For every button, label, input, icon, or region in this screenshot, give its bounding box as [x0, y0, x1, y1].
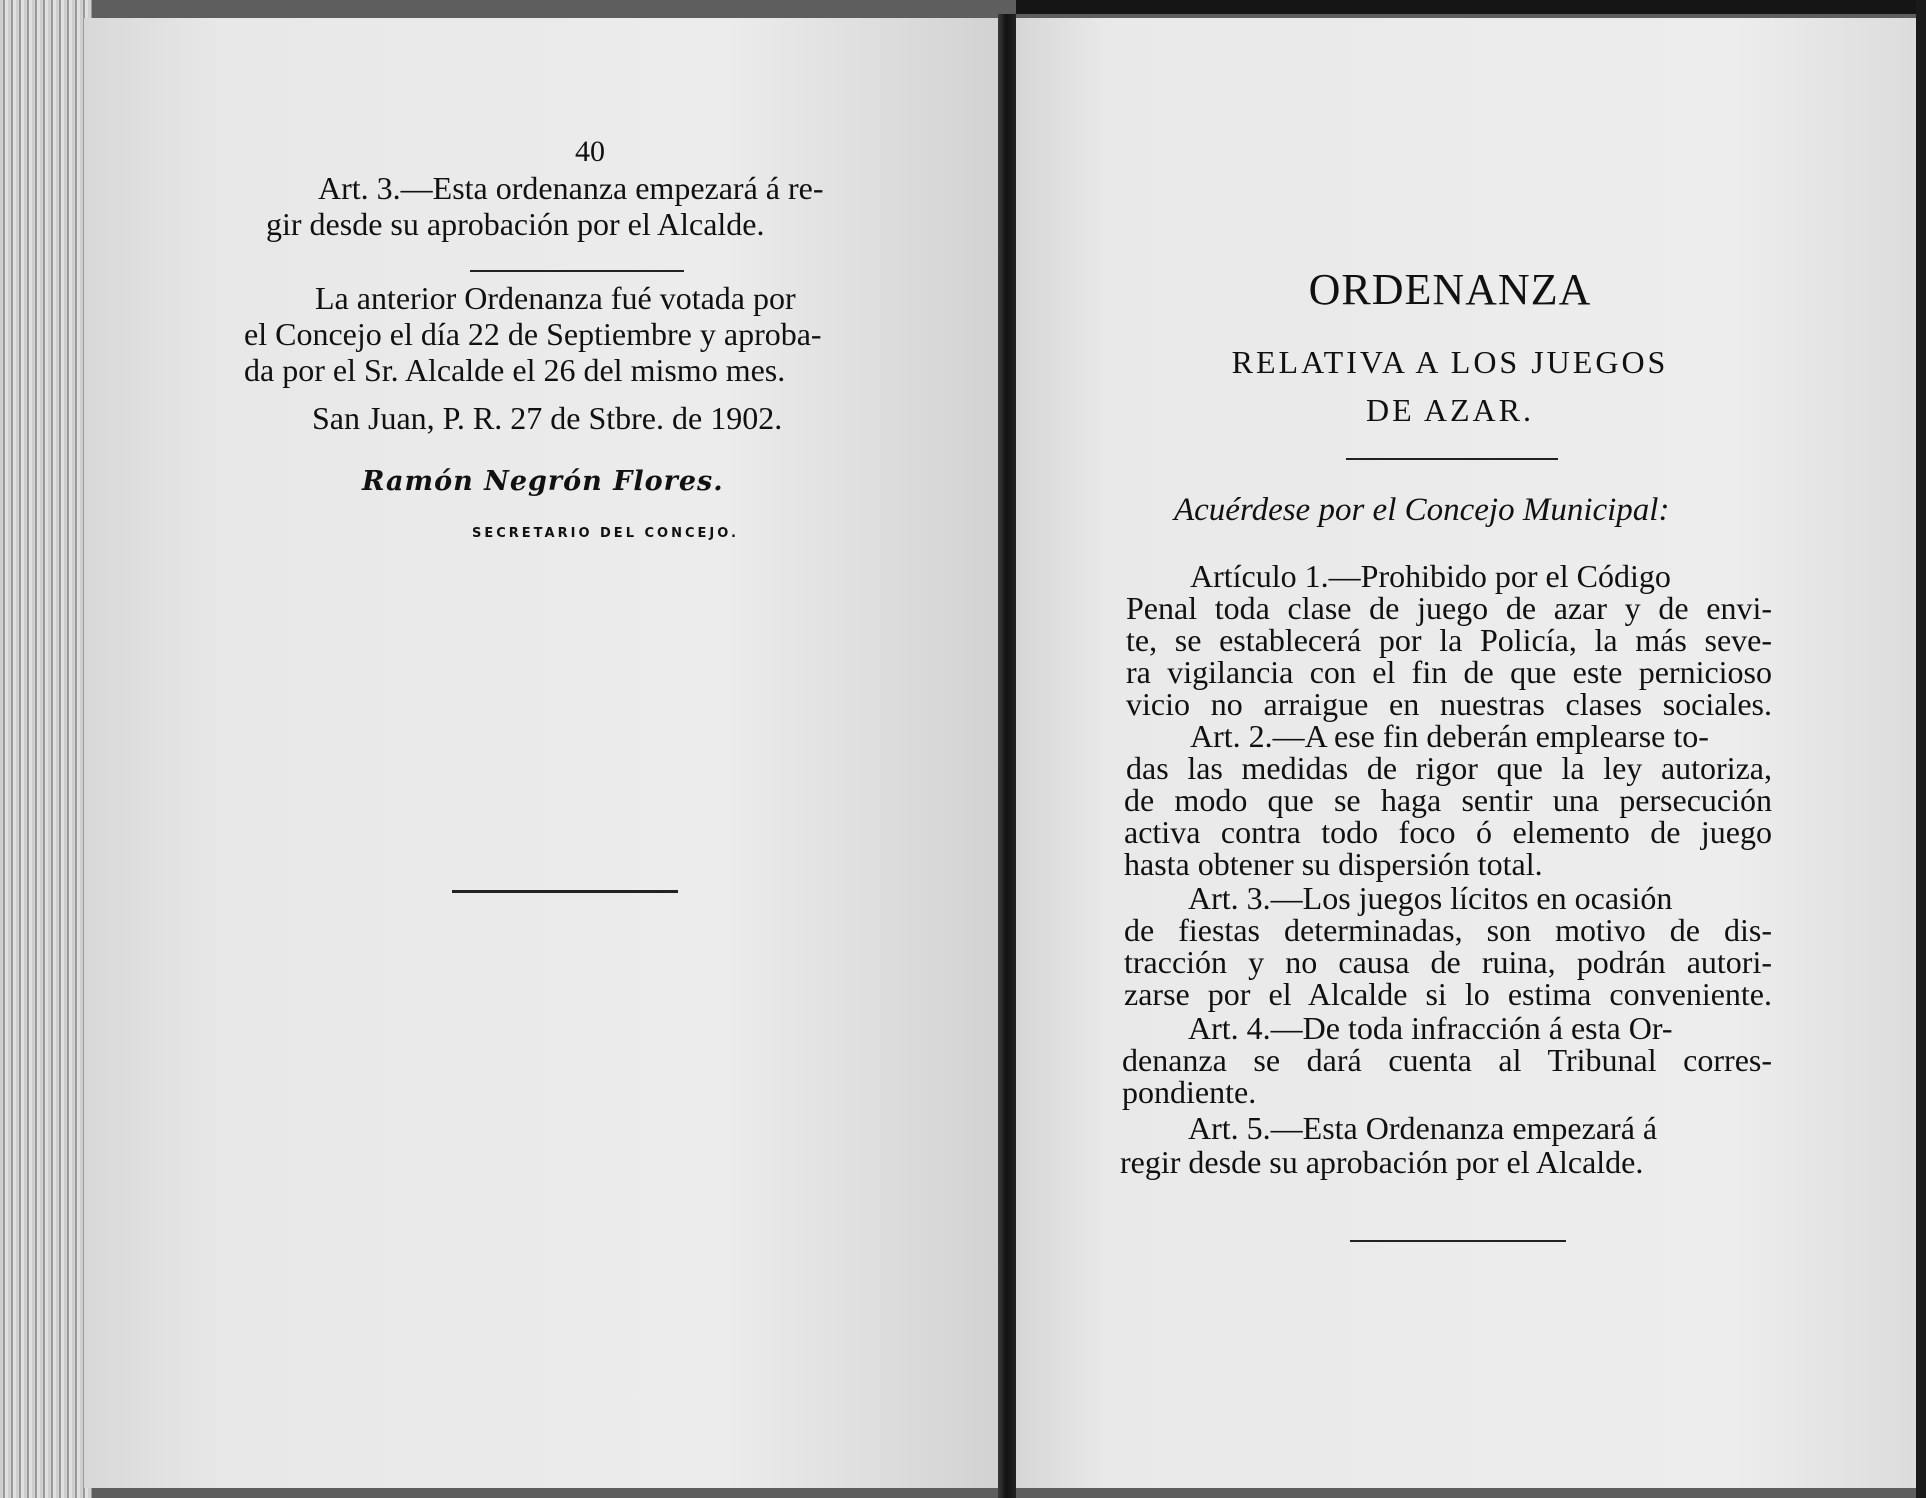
ordinance-line: Art. 4.—De toda infracción á esta Or- — [1188, 1010, 1673, 1046]
ordinance-line: ra vigilancia con el fin de que este pernicioso — [1126, 654, 1772, 690]
left-note-line-3: da por el Sr. Alcalde el 26 del mismo mes. — [244, 352, 786, 388]
ordinance-subtitle-line-1: RELATIVA A LOS JUEGOS — [1231, 344, 1669, 380]
ordinance-line: activa contra todo foco ó elemento de juego — [1124, 814, 1772, 850]
ordinance-line: regir desde su aprobación por el Alcalde. — [1120, 1144, 1644, 1180]
left-art3-line-2: gir desde su aprobación por el Alcalde. — [266, 206, 765, 242]
ordinance-line: Art. 3.—Los juegos lícitos en ocasión — [1188, 880, 1673, 916]
ordinance-line: de fiestas determinadas, son motivo de dis- — [1124, 912, 1772, 948]
ordinance-line: hasta obtener su dispersión total. — [1124, 846, 1543, 882]
left-divider-top — [470, 270, 684, 272]
ordinance-intro: Acuérdese por el Concejo Municipal: — [1174, 492, 1670, 528]
ordinance-line: das las medidas de rigor que la ley autoriza, — [1126, 750, 1772, 786]
page-number: 40 — [575, 135, 605, 168]
scan-right-border — [1916, 0, 1926, 1498]
ordinance-line: Penal toda clase de juego de azar y de envi- — [1126, 590, 1772, 626]
signature-title: SECRETARIO DEL CONCEJO. — [472, 526, 739, 541]
left-art3-line-1: Art. 3.—Esta ordenanza empezará á re- — [318, 170, 824, 206]
left-note-line-1: La anterior Ordenanza fué votada por — [315, 280, 796, 316]
ordinance-line: vicio no arraigue en nuestras clases sociales. — [1126, 686, 1772, 722]
ordinance-line: tracción y no causa de ruina, podrán autori- — [1124, 944, 1772, 980]
ordinance-line: te, se establecerá por la Policía, la más seve- — [1126, 622, 1772, 658]
right-divider-bottom — [1350, 1240, 1566, 1242]
ordinance-title: ORDENANZA — [1308, 265, 1592, 314]
ordinance-line: zarse por el Alcalde si lo estima conveniente. — [1124, 976, 1772, 1012]
ordinance-subtitle-line-2: DE AZAR. — [1366, 392, 1534, 428]
left-place-date: San Juan, P. R. 27 de Stbre. de 1902. — [312, 400, 783, 436]
left-note-line-2: el Concejo el día 22 de Septiembre y aproba- — [244, 316, 822, 352]
right-divider-top — [1346, 458, 1558, 460]
book-gutter — [998, 14, 1016, 1498]
scan-top-border — [1016, 0, 1926, 14]
ordinance-line: Artículo 1.—Prohibido por el Código — [1190, 558, 1671, 594]
left-divider-bottom — [452, 890, 678, 893]
ordinance-line: de modo que se haga sentir una persecución — [1124, 782, 1772, 818]
ordinance-line: Art. 5.—Esta Ordenanza empezará á — [1188, 1110, 1658, 1146]
ordinance-line: denanza se dará cuenta al Tribunal corres- — [1122, 1042, 1772, 1078]
book-page-edges — [0, 0, 92, 1498]
ordinance-line: pondiente. — [1122, 1074, 1257, 1110]
signature: Ramón Negrón Flores. — [362, 466, 724, 497]
ordinance-line: Art. 2.—A ese fin deberán emplearse to- — [1190, 718, 1709, 754]
